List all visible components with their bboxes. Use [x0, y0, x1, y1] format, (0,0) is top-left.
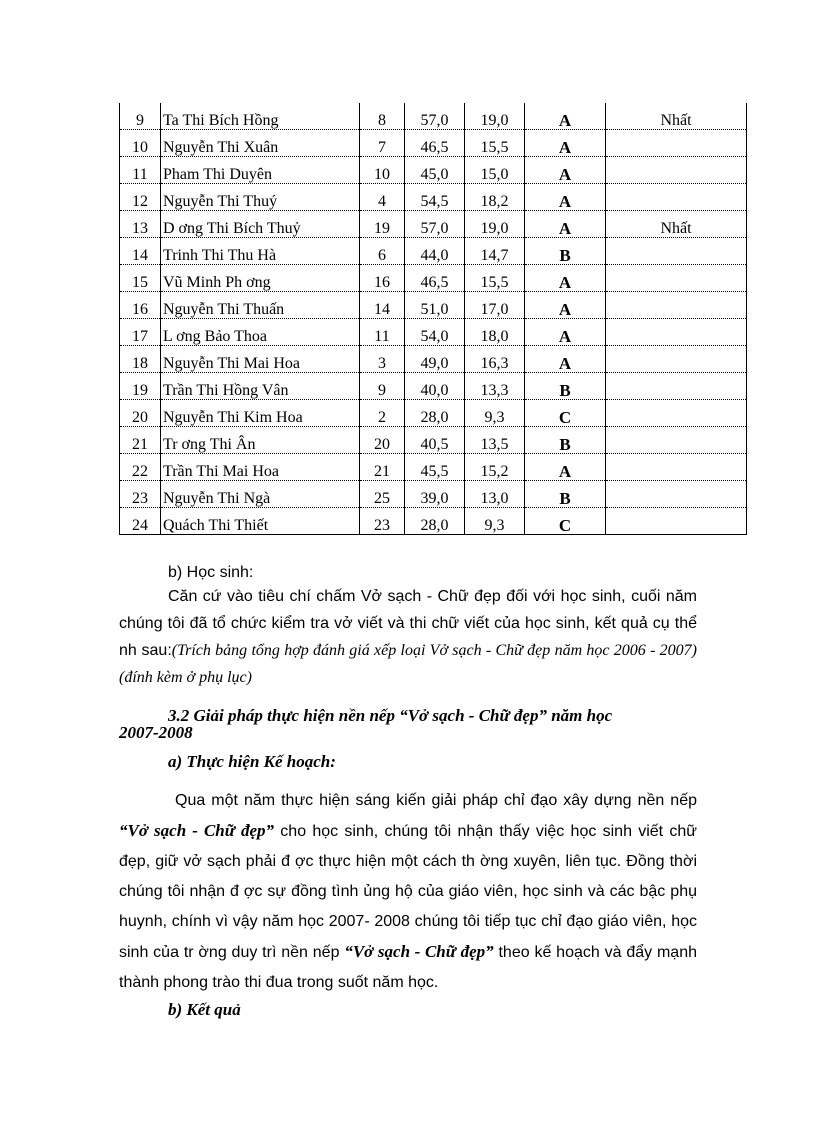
- cell-total: 46,5: [405, 265, 465, 292]
- table-row: [120, 211, 747, 238]
- cell-stt: 24: [120, 508, 161, 535]
- cell-grade: A: [525, 265, 606, 292]
- hocsinh-paragraph: [119, 583, 697, 691]
- table-row: [120, 319, 747, 346]
- cell-sbd: 4: [360, 184, 405, 211]
- cell-grade: A: [525, 319, 606, 346]
- cell-total: 51,0: [405, 292, 465, 319]
- results-table-body: [120, 103, 747, 535]
- cell-sbd: 25: [360, 481, 405, 508]
- cell-name: Pham Thi Duyên: [161, 157, 360, 184]
- cell-name: Nguyễn Thi Ngà: [161, 481, 360, 508]
- table-row: [120, 292, 747, 319]
- cell-total: 28,0: [405, 508, 465, 535]
- cell-sbd: 11: [360, 319, 405, 346]
- cell-total: 46,5: [405, 130, 465, 157]
- cell-total: 57,0: [405, 103, 465, 130]
- cell-average: 13,0: [465, 481, 525, 508]
- cell-prize: [606, 508, 747, 535]
- cell-total: 39,0: [405, 481, 465, 508]
- cell-average: 19,0: [465, 211, 525, 238]
- cell-name: Ta Thi Bích Hồng: [161, 103, 360, 130]
- cell-average: 13,3: [465, 373, 525, 400]
- table-row: [120, 454, 747, 481]
- cell-grade: A: [525, 184, 606, 211]
- section-heading-line1: 3.2 Giải pháp thực hiện nền nếp “Vở sạch - Chữ đẹp” năm học: [168, 706, 613, 725]
- cell-prize: [606, 373, 747, 400]
- cell-prize: [606, 346, 747, 373]
- cell-average: 15,5: [465, 130, 525, 157]
- table-row: [120, 265, 747, 292]
- cell-average: 18,0: [465, 319, 525, 346]
- subheading-b: b) Kết quả: [168, 1000, 241, 1019]
- cell-name: Nguyễn Thi Kim Hoa: [161, 400, 360, 427]
- cell-grade: A: [525, 292, 606, 319]
- cell-name: Tr ơng Thi Ân: [161, 427, 360, 454]
- table-row: [120, 130, 747, 157]
- cell-sbd: 2: [360, 400, 405, 427]
- hocsinh-label: b) Học sinh:: [168, 564, 254, 581]
- cell-average: 9,3: [465, 400, 525, 427]
- cell-prize: [606, 130, 747, 157]
- cell-name: Trinh Thi Thu Hà: [161, 238, 360, 265]
- cell-average: 17,0: [465, 292, 525, 319]
- cell-sbd: 9: [360, 373, 405, 400]
- cell-grade: C: [525, 400, 606, 427]
- cell-prize: [606, 184, 747, 211]
- cell-stt: 17: [120, 319, 161, 346]
- cell-grade: B: [525, 481, 606, 508]
- cell-prize: [606, 265, 747, 292]
- results-table: [119, 103, 747, 535]
- plan-paragraph-part2: cho học sinh, chúng tôi nhận thấy việc học sinh viết chữ đẹp, giữ vở sạch phải đ ợc thực hiện một cách th ờng xuyên, liên tục. Đồng thời chúng tôi nhận đ ợc sự đồng tình ủng hộ của giáo viên, học sinh và các bậc phụ huynh, chính vì vậy năm học 2007- 2008 chúng tôi tiếp tục chỉ đạo giáo viên, học sinh của tr ờng duy trì nền nếp: [119, 823, 697, 961]
- cell-stt: 11: [120, 157, 161, 184]
- cell-grade: A: [525, 157, 606, 184]
- cell-grade: B: [525, 238, 606, 265]
- cell-name: D ơng Thi Bích Thuỷ: [161, 211, 360, 238]
- cell-grade: A: [525, 346, 606, 373]
- cell-sbd: 19: [360, 211, 405, 238]
- cell-sbd: 3: [360, 346, 405, 373]
- cell-total: 44,0: [405, 238, 465, 265]
- cell-sbd: 23: [360, 508, 405, 535]
- cell-name: Trần Thi Hồng Vân: [161, 373, 360, 400]
- cell-stt: 21: [120, 427, 161, 454]
- cell-grade: A: [525, 103, 606, 130]
- cell-sbd: 8: [360, 103, 405, 130]
- cell-grade: C: [525, 508, 606, 535]
- hocsinh-paragraph-main: Căn cứ vào tiêu chí chấm Vở sạch - Chữ đẹp đối với học sinh, cuối năm chúng tôi đã tổ chức kiểm tra vở viết và thi chữ viết của học sinh, kết quả cụ thể nh sau:: [119, 588, 697, 659]
- section-heading-line2: 2007-2008: [119, 723, 193, 742]
- cell-stt: 23: [120, 481, 161, 508]
- cell-name: Quách Thi Thiết: [161, 508, 360, 535]
- cell-average: 19,0: [465, 103, 525, 130]
- cell-average: 16,3: [465, 346, 525, 373]
- plan-paragraph: [119, 786, 697, 998]
- cell-prize: [606, 319, 747, 346]
- cell-average: 13,5: [465, 427, 525, 454]
- cell-average: 9,3: [465, 508, 525, 535]
- cell-sbd: 20: [360, 427, 405, 454]
- table-row: [120, 427, 747, 454]
- cell-name: Trần Thi Mai Hoa: [161, 454, 360, 481]
- table-row: [120, 184, 747, 211]
- table-row: [120, 346, 747, 373]
- cell-total: 54,5: [405, 184, 465, 211]
- cell-prize: [606, 427, 747, 454]
- cell-name: Nguyễn Thi Thuấn: [161, 292, 360, 319]
- cell-name: Nguyễn Thi Thuý: [161, 184, 360, 211]
- cell-stt: 15: [120, 265, 161, 292]
- cell-prize: [606, 238, 747, 265]
- cell-grade: A: [525, 454, 606, 481]
- plan-quote-2: “Vở sạch - Chữ đẹp”: [344, 942, 494, 961]
- cell-average: 18,2: [465, 184, 525, 211]
- cell-stt: 22: [120, 454, 161, 481]
- subheading-a: a) Thực hiện Kế hoạch:: [168, 752, 336, 771]
- cell-total: 45,0: [405, 157, 465, 184]
- cell-stt: 20: [120, 400, 161, 427]
- cell-grade: B: [525, 427, 606, 454]
- cell-total: 45,5: [405, 454, 465, 481]
- cell-average: 15,5: [465, 265, 525, 292]
- cell-sbd: 7: [360, 130, 405, 157]
- cell-prize: [606, 481, 747, 508]
- cell-total: 28,0: [405, 400, 465, 427]
- cell-prize: [606, 157, 747, 184]
- cell-total: 40,5: [405, 427, 465, 454]
- cell-prize: Nhất: [606, 211, 747, 238]
- cell-prize: [606, 292, 747, 319]
- table-row: [120, 400, 747, 427]
- plan-quote-1: “Vở sạch - Chữ đẹp”: [119, 821, 275, 840]
- cell-sbd: 16: [360, 265, 405, 292]
- table-row: [120, 238, 747, 265]
- table-row: [120, 373, 747, 400]
- cell-grade: B: [525, 373, 606, 400]
- cell-sbd: 6: [360, 238, 405, 265]
- cell-total: 54,0: [405, 319, 465, 346]
- hocsinh-paragraph-italic: (Trích bảng tổng hợp đánh giá xếp loại Vở sạch - Chữ đẹp năm học 2006 - 2007)(đính kèm ở phụ lục): [119, 642, 698, 686]
- plan-paragraph-part1: Qua một năm thực hiện sáng kiến giải pháp chỉ đạo xây dựng nền nếp: [175, 792, 697, 809]
- cell-average: 15,0: [465, 157, 525, 184]
- cell-average: 15,2: [465, 454, 525, 481]
- cell-name: Nguyễn Thi Xuân: [161, 130, 360, 157]
- cell-prize: Nhất: [606, 103, 747, 130]
- cell-prize: [606, 400, 747, 427]
- cell-stt: 12: [120, 184, 161, 211]
- cell-stt: 16: [120, 292, 161, 319]
- table-row: [120, 103, 747, 130]
- cell-sbd: 14: [360, 292, 405, 319]
- table-row: [120, 481, 747, 508]
- cell-stt: 9: [120, 103, 161, 130]
- cell-name: Vũ Minh Ph ơng: [161, 265, 360, 292]
- cell-name: L ơng Bảo Thoa: [161, 319, 360, 346]
- cell-grade: A: [525, 211, 606, 238]
- cell-stt: 10: [120, 130, 161, 157]
- cell-stt: 18: [120, 346, 161, 373]
- cell-name: Nguyễn Thi Mai Hoa: [161, 346, 360, 373]
- cell-stt: 14: [120, 238, 161, 265]
- table-row: [120, 157, 747, 184]
- cell-stt: 13: [120, 211, 161, 238]
- cell-prize: [606, 454, 747, 481]
- table-row: [120, 508, 747, 535]
- cell-grade: A: [525, 130, 606, 157]
- cell-total: 49,0: [405, 346, 465, 373]
- cell-average: 14,7: [465, 238, 525, 265]
- cell-stt: 19: [120, 373, 161, 400]
- plan-paragraph-part3: theo kế hoạch và đẩy mạnh thành phong trào thi đua trong suốt năm học.: [119, 944, 698, 991]
- cell-total: 40,0: [405, 373, 465, 400]
- cell-sbd: 10: [360, 157, 405, 184]
- cell-total: 57,0: [405, 211, 465, 238]
- cell-sbd: 21: [360, 454, 405, 481]
